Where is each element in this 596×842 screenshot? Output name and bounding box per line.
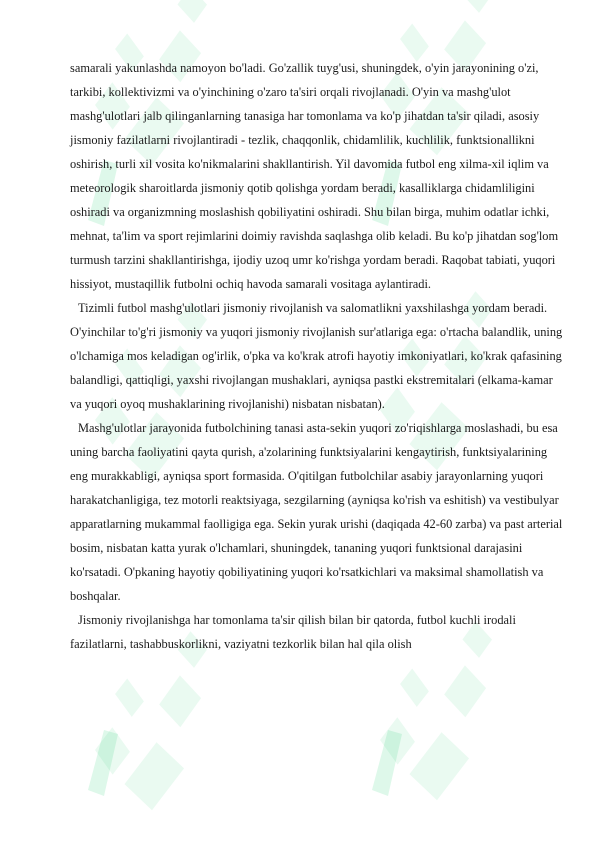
paragraph: Jismoniy rivojlanishga har tomonlama ta'sir qilish bilan bir qatorda, futbol kuchli irodali fazilatlarni, tashabbuskorlikni, vaziyatni tezkorlik bilan hal qila olish (70, 613, 516, 651)
watermark-glyph (88, 730, 118, 796)
watermark-mark (67, 628, 262, 820)
body-text (70, 56, 566, 656)
paragraph: samarali yakunlashda namoyon bo'ladi. Go'zallik tuyg'usi, shuningdek, o'yin jarayonining o'zi, tarkibi, kollektivizmi va o'yinchining o'zaro ta'siri orqali rivojlanadi. O'yin va mashg'ulot mashg'ulotlari jalb qilinganlarning tanasiga har tomonlama va ko'p jihatdan ta'sir qiladi, asosiy jismoniy fazilatlarni rivojlantiradi - tezlik, chaqqonlik, chidamlilik, kuchlilik, funktsionallikni oshirish, turli xil vosita ko'nikmalarini shakllantirish. Yil davomida futbol eng xilma-xil iqlim va meteorologik sharoitlarda jismoniy qotib qolishga yordam beradi, kasalliklarga chidamliligini oshiradi va organizmning moslashish qobiliyatini oshiradi. Shu bilan birga, muhim odatlar ichki, mehnat, ta'lim va sport rejimlarini doimiy ravishda saqlashga olib keladi. Bu ko'p jihatdan sog'lom turmush tarzini shakllantirishga, ijodiy uzoq umr ko'rishga yordam beradi. Raqobat tabiati, yuqori hissiyot, mustaqillik futbolni ochiq havoda samarali vositaga aylantiradi. (70, 61, 559, 291)
watermark-glyph (372, 730, 402, 796)
paragraph: Mashg'ulotlar jarayonida futbolchining tanasi asta-sekin yuqori zo'riqishlarga moslashadi, bu esa uning barcha faoliyatini qayta qurish, a'zolarining funktsiyalarini kengaytirish, funktsiyalarining eng murakkabligi, ayniqsa sport formasida. O'qitilgan futbolchilar asabiy jarayonlarning yuqori harakatchanligiga, tez motorli reaktsiyaga, sezgilarning (ayniqsa ko'rish va eshitish) va vestibulyar apparatlarning mukammal faolligiga ega. Sekin yurak urishi (daqiqada 42-60 zarba) va past arterial bosim, nisbatan katta yurak o'lchamlari, shuningdek, tananing yuqori funktsional darajasini ko'rsatadi. O'pkaning hayotiy qobiliyatining yuqori ko'rsatkichlari va maksimal shamollatish va boshqalar. (70, 421, 563, 603)
paragraph: Tizimli futbol mashg'ulotlari jismoniy rivojlanish va salomatlikni yaxshilashga yordam beradi. O'yinchilar to'g'ri jismoniy va yuqori jismoniy rivojlanish sur'atlariga ega: o'rtacha balandlik, uning o'lchamiga mos keladigan og'irlik, o'pka va ko'krak atrofi hayotiy imkoniyatlari, ko'krak qafasining balandligi, qattiqligi, yaxshi rivojlangan mushaklari, ayniqsa pastki ekstremitalari (elkama-kamar va yuqori oyoq mushaklarining rivojlanishi) nisbatan nisbatan). (70, 301, 563, 411)
